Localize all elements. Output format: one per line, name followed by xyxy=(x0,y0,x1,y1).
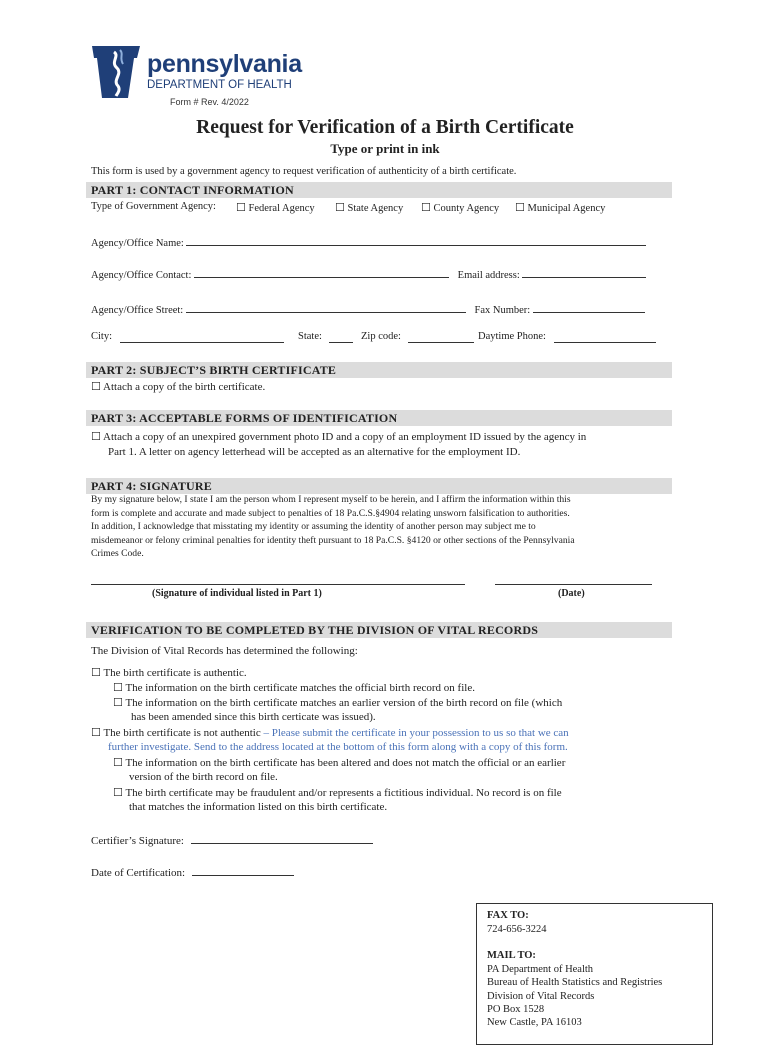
part1-section-bar xyxy=(86,182,672,198)
page-subtitle: Type or print in ink xyxy=(330,141,440,156)
date-field[interactable] xyxy=(495,584,652,585)
part1-heading: PART 1: CONTACT INFORMATION xyxy=(91,183,294,197)
municipal-agency-checkbox[interactable]: ☐ Municipal Agency xyxy=(515,201,606,214)
na-fraudulent-line2: that matches the information listed on this birth certificate. xyxy=(129,801,388,813)
verification-intro: The Division of Vital Records has determined the following: xyxy=(91,645,358,657)
date-certification-row xyxy=(91,864,294,879)
page-title: Request for Verification of a Birth Certificate xyxy=(196,117,574,138)
not-authentic-option[interactable]: ☐ The birth certificate is not authentic – Please submit the certificate in your possession to us so that we can xyxy=(91,726,569,739)
agency-street-row xyxy=(91,301,645,316)
na-altered-option[interactable]: ☐ The information on the birth certificate has been altered and does not match the official or an earlier xyxy=(113,756,566,769)
date-certification-label: Date of Certification: xyxy=(91,867,186,879)
part4-section-bar xyxy=(86,478,672,494)
fax-number-field[interactable] xyxy=(533,301,645,313)
certifier-label: Certifier’s Signature: xyxy=(91,835,184,847)
address-line-1: PA Department of Health xyxy=(487,964,594,975)
fax-number: 724-656-3224 xyxy=(487,924,547,935)
agency-type-label: Type of Government Agency: xyxy=(91,201,216,212)
part3-heading: PART 3: ACCEPTABLE FORMS OF IDENTIFICATION xyxy=(91,411,398,425)
email-label: Email address: xyxy=(457,270,520,281)
county-agency-checkbox[interactable]: ☐ County Agency xyxy=(421,201,500,214)
address-line-2: Bureau of Health Statistics and Registries xyxy=(487,977,663,988)
agency-name-row xyxy=(91,234,646,249)
agency-name-field[interactable] xyxy=(186,234,646,246)
address-line-4: PO Box 1528 xyxy=(487,1004,545,1015)
agency-contact-label: Agency/Office Contact: xyxy=(91,270,192,281)
phone-field[interactable] xyxy=(554,331,656,343)
certifier-signature-row xyxy=(91,832,373,847)
auth-earlier-version-option[interactable]: ☐ The information on the birth certificate matches an earlier version of the birth record on file (which xyxy=(113,696,563,709)
part4-heading: PART 4: SIGNATURE xyxy=(91,479,212,493)
city-label: City: xyxy=(91,331,113,342)
state-label: State: xyxy=(298,331,322,342)
authentic-option[interactable]: ☐ The birth certificate is authentic. xyxy=(91,666,247,679)
checkbox-icon: ☐ xyxy=(113,786,123,799)
auth-earlier-version-line2: has been amended since this birth certicate was issued). xyxy=(131,711,376,723)
fax-heading: FAX TO: xyxy=(487,910,529,921)
part2-heading: PART 2: SUBJECT’S BIRTH CERTIFICATE xyxy=(91,363,337,377)
checkbox-icon: ☐ xyxy=(113,696,123,709)
na-altered-line2: version of the birth record on file. xyxy=(129,771,278,783)
state-field[interactable] xyxy=(329,331,353,343)
address-line-3: Division of Vital Records xyxy=(487,991,595,1002)
department-name: DEPARTMENT OF HEALTH xyxy=(147,79,292,91)
pa-keystone-logo-icon xyxy=(90,44,142,100)
auth-matches-option[interactable]: ☐ The information on the birth certificate matches the official birth record on file. xyxy=(113,681,475,694)
date-certification-field[interactable] xyxy=(192,864,294,876)
checkbox-icon: ☐ xyxy=(91,666,101,679)
verification-section-bar xyxy=(86,622,672,638)
not-authentic-note-line2: further investigate. Send to the address located at the bottom of this form along with a copy of this form. xyxy=(108,741,568,753)
checkbox-icon: ☐ xyxy=(91,430,101,443)
checkbox-icon: ☐ xyxy=(113,756,123,769)
verification-heading: VERIFICATION TO BE COMPLETED BY THE DIVISION OF VITAL RECORDS xyxy=(91,623,539,637)
address-line-5: New Castle, PA 16103 xyxy=(487,1017,582,1028)
checkbox-icon: ☐ xyxy=(113,681,123,694)
part2-section-bar xyxy=(86,362,672,378)
zip-field[interactable] xyxy=(408,331,474,343)
date-caption: (Date) xyxy=(558,588,585,599)
attach-id-item[interactable]: ☐ Attach a copy of an unexpired government photo ID and a copy of an employment ID issued by the agency in xyxy=(91,430,587,443)
signature-field[interactable] xyxy=(91,584,465,585)
checkbox-icon: ☐ xyxy=(91,380,101,393)
federal-agency-checkbox[interactable]: ☐ Federal Agency xyxy=(236,201,315,214)
agency-street-label: Agency/Office Street: xyxy=(91,305,184,316)
fax-number-label: Fax Number: xyxy=(474,305,531,316)
form-number: Form # Rev. 4/2022 xyxy=(170,97,249,107)
phone-label: Daytime Phone: xyxy=(478,331,546,342)
attach-birth-certificate-item[interactable]: ☐ Attach a copy of the birth certificate. xyxy=(91,380,266,393)
zip-label: Zip code: xyxy=(361,331,401,342)
checkbox-icon: ☐ xyxy=(91,726,101,739)
signature-statement: By my signature below, I state I am the person whom I represent myself to be herein, and I affirm the information within this form is complete and accurate and made subject to penalties of 18 Pa.C.S.§4904 relating unsworn falsification to authorities. In addition, I acknowledge that misstating my identity or assuming the identity of another person may subject me to misdemeanor or felony criminal penalties for identity theft pursuant to 18 Pa.C.S. §4120 or other sections of the Pennsylvania Crimes Code. xyxy=(91,494,575,560)
signature-caption: (Signature of individual listed in Part 1) xyxy=(152,588,322,599)
agency-contact-row xyxy=(91,266,646,281)
state-agency-checkbox[interactable]: ☐ State Agency xyxy=(335,201,404,214)
attach-id-item-line2: Part 1. A letter on agency letterhead will be accepted as an alternative for the employment ID. xyxy=(108,446,521,458)
brand-name: pennsylvania xyxy=(147,50,302,78)
certifier-signature-field[interactable] xyxy=(191,832,373,844)
city-field[interactable] xyxy=(120,331,284,343)
agency-contact-field[interactable] xyxy=(194,266,449,278)
intro-text: This form is used by a government agency to request verification of authenticity of a birth certificate. xyxy=(91,166,517,177)
agency-type-row xyxy=(91,201,681,212)
agency-name-label: Agency/Office Name: xyxy=(91,238,184,249)
agency-street-field[interactable] xyxy=(186,301,466,313)
na-fraudulent-option[interactable]: ☐ The birth certificate may be fraudulent and/or represents a fictitious individual. No record is on file xyxy=(113,786,562,799)
part3-section-bar xyxy=(86,410,672,426)
mail-heading: MAIL TO: xyxy=(487,950,536,961)
city-row xyxy=(91,331,691,342)
email-field[interactable] xyxy=(522,266,646,278)
